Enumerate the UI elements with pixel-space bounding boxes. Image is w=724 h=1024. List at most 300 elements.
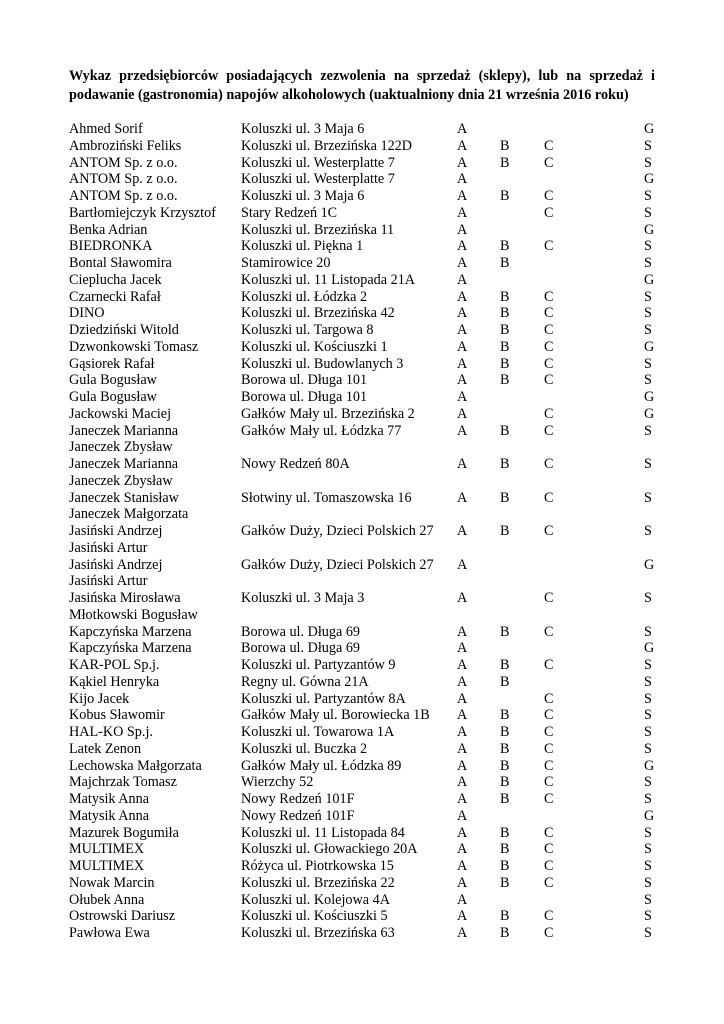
address: Nowy Redzeń 80A — [241, 456, 350, 472]
category-b: B — [500, 137, 510, 154]
category-a: A — [457, 824, 468, 841]
table-row — [69, 255, 659, 272]
entrepreneur-name — [69, 858, 144, 875]
category-a: A — [457, 623, 468, 640]
outlet-type: G — [644, 338, 655, 355]
entrepreneur-name-primary: ANTOM Sp. z o.o. — [69, 154, 178, 171]
category-a: A — [457, 908, 468, 925]
entrepreneur-name-primary: Czarnecki Rafał — [69, 288, 161, 305]
outlet-type: G — [644, 171, 655, 188]
outlet-type: S — [644, 673, 652, 690]
entrepreneur-name — [69, 774, 177, 791]
address: Koluszki ul. Kolejowa 4A — [241, 891, 390, 908]
outlet-type: G — [644, 389, 655, 405]
entrepreneur-name-primary: Mazurek Bogumiła — [69, 824, 179, 841]
category-a: A — [457, 791, 468, 807]
outlet-type: S — [644, 489, 652, 506]
entrepreneur-name-primary: Matysik Anna — [69, 791, 149, 807]
table-row — [69, 238, 659, 255]
category-a: A — [457, 188, 468, 204]
category-c: C — [544, 372, 554, 389]
table-row — [69, 272, 659, 289]
category-a: A — [457, 489, 468, 506]
table-row — [69, 121, 659, 138]
category-a: A — [457, 372, 468, 389]
category-c: C — [544, 657, 554, 673]
entrepreneur-name-primary: Kobus Sławomir — [69, 707, 165, 724]
entrepreneur-name — [69, 624, 192, 641]
outlet-type: S — [644, 858, 652, 874]
outlet-type: S — [644, 824, 652, 841]
category-b: B — [500, 657, 510, 673]
entrepreneur-name-primary: Jasińska Mirosława — [69, 590, 181, 606]
category-b: B — [500, 757, 510, 774]
outlet-type: S — [644, 355, 652, 372]
category-c: C — [544, 154, 554, 171]
category-a: A — [457, 137, 468, 154]
table-row — [69, 825, 659, 842]
entrepreneur-name-primary: ANTOM Sp. z o.o. — [69, 188, 178, 204]
category-a: A — [457, 204, 468, 221]
category-a: A — [457, 657, 468, 673]
entrepreneur-name — [69, 741, 141, 758]
entrepreneur-name-primary: Dzwonkowski Tomasz — [69, 338, 199, 355]
table-row — [69, 339, 659, 356]
entrepreneur-name-primary: ANTOM Sp. z o.o. — [69, 171, 178, 188]
category-c: C — [544, 204, 554, 221]
category-c: C — [544, 623, 554, 640]
category-a: A — [457, 841, 468, 858]
outlet-type: G — [644, 271, 655, 288]
address: Koluszki ul. Buczka 2 — [241, 740, 368, 757]
entrepreneur-name-primary: Kapczyńska Marzena — [69, 640, 192, 657]
address: Gałków Mały ul. Borowiecka 1B — [241, 707, 430, 724]
category-b: B — [500, 154, 510, 171]
table-row — [69, 423, 659, 457]
address: Koluszki ul. 11 Listopada 84 — [241, 824, 405, 841]
table-row — [69, 892, 659, 909]
address: Gałków Mały ul. Brzezińska 2 — [241, 405, 415, 422]
outlet-type: S — [644, 791, 652, 807]
category-b: B — [500, 355, 510, 372]
entrepreneur-name — [69, 356, 155, 373]
entrepreneur-name-secondary: Młotkowski Bogusław — [69, 606, 198, 623]
entrepreneur-name-primary: Jackowski Maciej — [69, 405, 172, 422]
address: Stary Redzeń 1C — [241, 204, 338, 221]
entrepreneur-name — [69, 121, 143, 138]
category-c: C — [544, 824, 554, 841]
address: Nowy Redzeń 101F — [241, 807, 355, 824]
category-a: A — [457, 154, 468, 171]
outlet-type: S — [644, 137, 652, 154]
outlet-type: S — [644, 288, 652, 305]
address: Koluszki ul. Kościuszki 5 — [241, 908, 388, 925]
address: Gałków Duży, Dzieci Polskich 27 — [241, 556, 434, 573]
entrepreneur-name-primary: Bartłomiejczyk Krzysztof — [69, 204, 216, 221]
entrepreneur-name — [69, 808, 149, 825]
outlet-type: S — [644, 774, 652, 791]
category-b: B — [500, 824, 510, 841]
entrepreneur-name — [69, 724, 153, 741]
category-c: C — [544, 489, 554, 506]
outlet-type: S — [644, 874, 652, 891]
table-row — [69, 640, 659, 657]
category-c: C — [544, 590, 554, 606]
category-c: C — [544, 456, 554, 472]
outlet-type: S — [644, 707, 652, 724]
document-title: Wykaz przedsiębiorców posiadających zezwolenia na sprzedaż (sklepy), lub na sprzedaż i podawanie (gastronomia) napojów alkoholowych (uaktualniony dnia 21 września 2016 roku) — [69, 68, 655, 103]
category-c: C — [544, 774, 554, 791]
table-row — [69, 791, 659, 808]
entrepreneur-name-primary: Lechowska Małgorzata — [69, 757, 202, 774]
table-row — [69, 205, 659, 222]
entrepreneur-name — [69, 875, 155, 892]
category-c: C — [544, 858, 554, 874]
entrepreneur-name-primary: Jasiński Andrzej — [69, 523, 163, 539]
entrepreneur-name — [69, 791, 149, 808]
address: Gałków Mały ul. Łódzka 77 — [241, 422, 402, 439]
category-c: C — [544, 791, 554, 807]
category-b: B — [500, 623, 510, 640]
category-a: A — [457, 322, 468, 338]
entrepreneur-name — [69, 155, 178, 172]
table-row — [69, 657, 659, 674]
entrepreneur-name-primary: Matysik Anna — [69, 807, 149, 824]
category-a: A — [457, 121, 468, 137]
entrepreneur-name — [69, 691, 129, 708]
outlet-type: S — [644, 623, 652, 640]
entrepreneur-name-primary: Janeczek Marianna — [69, 422, 179, 439]
address: Różyca ul. Piotrkowska 15 — [241, 858, 394, 874]
category-c: C — [544, 690, 554, 707]
table-row — [69, 490, 659, 524]
address: Koluszki ul. Brzezińska 63 — [241, 925, 395, 941]
outlet-type: S — [644, 255, 652, 271]
entrepreneur-name-secondary: Janeczek Małgorzata — [69, 506, 189, 523]
entrepreneur-name — [69, 707, 165, 724]
entrepreneur-name-primary: Kijo Jacek — [69, 690, 130, 707]
entrepreneur-name-primary: Majchrzak Tomasz — [69, 774, 177, 791]
category-b: B — [500, 322, 510, 338]
category-a: A — [457, 305, 468, 322]
table-row — [69, 389, 659, 406]
category-b: B — [500, 724, 510, 740]
outlet-type: S — [644, 590, 652, 606]
address: Koluszki ul. Brzezińska 42 — [241, 305, 395, 322]
entrepreneur-name — [69, 456, 178, 490]
outlet-type: S — [644, 422, 652, 439]
category-a: A — [457, 707, 468, 724]
table-row — [69, 875, 659, 892]
category-b: B — [500, 707, 510, 724]
category-b: B — [500, 774, 510, 791]
outlet-type: S — [644, 188, 652, 204]
entrepreneur-name-primary: BIEDRONKA — [69, 238, 153, 255]
entrepreneur-name-primary: MULTIMEX — [69, 858, 145, 874]
entrepreneur-name-secondary: Jasiński Artur — [69, 573, 148, 590]
category-a: A — [457, 238, 468, 255]
entrepreneur-name — [69, 138, 181, 155]
table-row — [69, 222, 659, 239]
table-row — [69, 590, 659, 624]
address: Koluszki ul. Kościuszki 1 — [241, 338, 388, 355]
entrepreneur-name — [69, 925, 150, 942]
category-b: B — [500, 925, 510, 941]
outlet-type: G — [644, 757, 655, 774]
table-row — [69, 406, 659, 423]
address: Koluszki ul. Brzezińska 11 — [241, 221, 395, 238]
outlet-type: S — [644, 657, 652, 673]
category-c: C — [544, 707, 554, 724]
entrepreneur-name — [69, 523, 162, 557]
category-b: B — [500, 908, 510, 925]
address: Koluszki ul. Łódzka 2 — [241, 288, 368, 305]
category-a: A — [457, 255, 468, 271]
address: Borowa ul. Długa 69 — [241, 623, 361, 640]
entrepreneur-name — [69, 322, 179, 339]
category-a: A — [457, 891, 468, 908]
category-a: A — [457, 774, 468, 791]
table-row — [69, 305, 659, 322]
permits-table — [69, 121, 659, 942]
table-row — [69, 624, 659, 641]
address: Koluszki ul. Targowa 8 — [241, 322, 374, 338]
entrepreneur-name — [69, 406, 171, 423]
address: Koluszki ul. Piękna 1 — [241, 238, 364, 255]
entrepreneur-name — [69, 423, 178, 457]
table-row — [69, 356, 659, 373]
entrepreneur-name — [69, 188, 178, 205]
entrepreneur-name-primary: Dziedziński Witold — [69, 322, 179, 338]
address: Koluszki ul. Partyzantów 9 — [241, 657, 396, 673]
entrepreneur-name — [69, 758, 202, 775]
entrepreneur-name — [69, 305, 104, 322]
entrepreneur-name-primary: DINO — [69, 305, 105, 322]
outlet-type: S — [644, 238, 652, 255]
entrepreneur-name — [69, 908, 175, 925]
table-row — [69, 925, 659, 942]
category-a: A — [457, 456, 468, 472]
category-a: A — [457, 389, 468, 405]
table-row — [69, 858, 659, 875]
category-a: A — [457, 556, 468, 573]
address: Koluszki ul. Partyzantów 8A — [241, 690, 406, 707]
table-row — [69, 758, 659, 775]
entrepreneur-name — [69, 892, 144, 909]
entrepreneur-name-primary: KAR-POL Sp.j. — [69, 657, 160, 673]
outlet-type: S — [644, 523, 652, 539]
category-a: A — [457, 221, 468, 238]
address: Wierzchy 52 — [241, 774, 314, 791]
outlet-type: S — [644, 154, 652, 171]
outlet-type: S — [644, 925, 652, 941]
category-b: B — [500, 305, 510, 322]
category-c: C — [544, 874, 554, 891]
outlet-type: S — [644, 908, 652, 925]
category-a: A — [457, 405, 468, 422]
category-b: B — [500, 456, 510, 472]
entrepreneur-name — [69, 372, 157, 389]
entrepreneur-name-primary: Ostrowski Dariusz — [69, 908, 175, 925]
category-c: C — [544, 724, 554, 740]
category-a: A — [457, 171, 468, 188]
address: Koluszki ul. 3 Maja 6 — [241, 121, 365, 137]
table-row — [69, 741, 659, 758]
category-c: C — [544, 137, 554, 154]
category-a: A — [457, 338, 468, 355]
entrepreneur-name — [69, 389, 157, 406]
entrepreneur-name-primary: HAL-KO Sp.j. — [69, 724, 153, 740]
category-a: A — [457, 523, 468, 539]
outlet-type: S — [644, 690, 652, 707]
entrepreneur-name-primary: Ołubek Anna — [69, 891, 145, 908]
address: Koluszki ul. Westerplatte 7 — [241, 154, 395, 171]
table-row — [69, 456, 659, 490]
entrepreneur-name-primary: Jasiński Andrzej — [69, 556, 163, 573]
table-row — [69, 841, 659, 858]
outlet-type: S — [644, 305, 652, 322]
address: Gałków Mały ul. Łódzka 89 — [241, 757, 402, 774]
outlet-type: G — [644, 640, 655, 657]
address: Koluszki ul. Brzezińska 22 — [241, 874, 395, 891]
outlet-type: S — [644, 372, 652, 389]
entrepreneur-name-primary: Gula Bogusław — [69, 372, 157, 389]
table-row — [69, 774, 659, 791]
outlet-type: S — [644, 322, 652, 338]
table-row — [69, 523, 659, 557]
outlet-type: S — [644, 891, 652, 908]
category-b: B — [500, 238, 510, 255]
address: Koluszki ul. 3 Maja 3 — [241, 590, 365, 606]
entrepreneur-name — [69, 238, 153, 255]
category-c: C — [544, 405, 554, 422]
address: Koluszki ul. Brzezińska 122D — [241, 137, 413, 154]
address: Gałków Duży, Dzieci Polskich 27 — [241, 523, 434, 539]
outlet-type: G — [644, 121, 655, 137]
category-a: A — [457, 271, 468, 288]
category-b: B — [500, 858, 510, 874]
address: Regny ul. Gówna 21A — [241, 673, 369, 690]
table-row — [69, 707, 659, 724]
category-c: C — [544, 925, 554, 941]
category-b: B — [500, 489, 510, 506]
entrepreneur-name — [69, 841, 144, 858]
category-c: C — [544, 322, 554, 338]
category-a: A — [457, 640, 468, 657]
address: Koluszki ul. Głowackiego 20A — [241, 841, 418, 858]
category-b: B — [500, 255, 510, 271]
category-b: B — [500, 372, 510, 389]
entrepreneur-name-primary: Kąkiel Henryka — [69, 673, 160, 690]
entrepreneur-name-secondary: Jasiński Artur — [69, 539, 148, 556]
address: Koluszki ul. Budowlanych 3 — [241, 355, 404, 372]
entrepreneur-name-primary: Benka Adrian — [69, 221, 148, 238]
entrepreneur-name — [69, 255, 172, 272]
entrepreneur-name — [69, 171, 178, 188]
entrepreneur-name — [69, 272, 162, 289]
entrepreneur-name-primary: Cieplucha Jacek — [69, 271, 162, 288]
category-c: C — [544, 238, 554, 255]
entrepreneur-name — [69, 289, 161, 306]
outlet-type: G — [644, 556, 655, 573]
address: Koluszki ul. Towarowa 1A — [241, 724, 395, 740]
category-a: A — [457, 422, 468, 439]
category-b: B — [500, 673, 510, 690]
entrepreneur-name — [69, 557, 162, 591]
entrepreneur-name — [69, 590, 198, 624]
entrepreneur-name-primary: Bontal Sławomira — [69, 255, 172, 271]
entrepreneur-name-primary: MULTIMEX — [69, 841, 145, 858]
table-row — [69, 724, 659, 741]
category-c: C — [544, 305, 554, 322]
address: Borowa ul. Długa 101 — [241, 389, 368, 405]
category-c: C — [544, 740, 554, 757]
category-b: B — [500, 841, 510, 858]
category-a: A — [457, 724, 468, 740]
entrepreneur-name — [69, 490, 188, 524]
category-b: B — [500, 523, 510, 539]
address: Stamirowice 20 — [241, 255, 331, 271]
entrepreneur-name-primary: Janeczek Marianna — [69, 456, 179, 472]
table-row — [69, 557, 659, 591]
table-row — [69, 322, 659, 339]
entrepreneur-name-primary: Nowak Marcin — [69, 874, 155, 891]
category-a: A — [457, 858, 468, 874]
entrepreneur-name-secondary: Janeczek Zbysław — [69, 472, 173, 489]
table-row — [69, 674, 659, 691]
table-row — [69, 171, 659, 188]
outlet-type: G — [644, 807, 655, 824]
category-a: A — [457, 925, 468, 941]
entrepreneur-name — [69, 825, 179, 842]
table-row — [69, 908, 659, 925]
category-a: A — [457, 874, 468, 891]
category-c: C — [544, 757, 554, 774]
outlet-type: S — [644, 724, 652, 740]
entrepreneur-name — [69, 222, 147, 239]
entrepreneur-name-primary: Janeczek Stanisław — [69, 489, 179, 506]
entrepreneur-name-primary: Kapczyńska Marzena — [69, 623, 192, 640]
entrepreneur-name-primary: Latek Zenon — [69, 740, 142, 757]
category-b: B — [500, 188, 510, 204]
category-c: C — [544, 188, 554, 204]
category-c: C — [544, 422, 554, 439]
outlet-type: G — [644, 405, 655, 422]
address: Słotwiny ul. Tomaszowska 16 — [241, 489, 412, 506]
category-b: B — [500, 740, 510, 757]
entrepreneur-name — [69, 339, 198, 356]
entrepreneur-name — [69, 205, 216, 222]
category-c: C — [544, 355, 554, 372]
outlet-type: S — [644, 841, 652, 858]
category-a: A — [457, 740, 468, 757]
category-b: B — [500, 422, 510, 439]
outlet-type: G — [644, 221, 655, 238]
outlet-type: S — [644, 204, 652, 221]
address: Koluszki ul. 3 Maja 6 — [241, 188, 365, 204]
category-c: C — [544, 288, 554, 305]
category-a: A — [457, 355, 468, 372]
address: Borowa ul. Długa 69 — [241, 640, 361, 657]
category-a: A — [457, 690, 468, 707]
address: Koluszki ul. 11 Listopada 21A — [241, 271, 416, 288]
table-row — [69, 691, 659, 708]
entrepreneur-name — [69, 674, 159, 691]
category-b: B — [500, 874, 510, 891]
category-c: C — [544, 908, 554, 925]
entrepreneur-name-secondary: Janeczek Zbysław — [69, 439, 173, 456]
table-row — [69, 188, 659, 205]
